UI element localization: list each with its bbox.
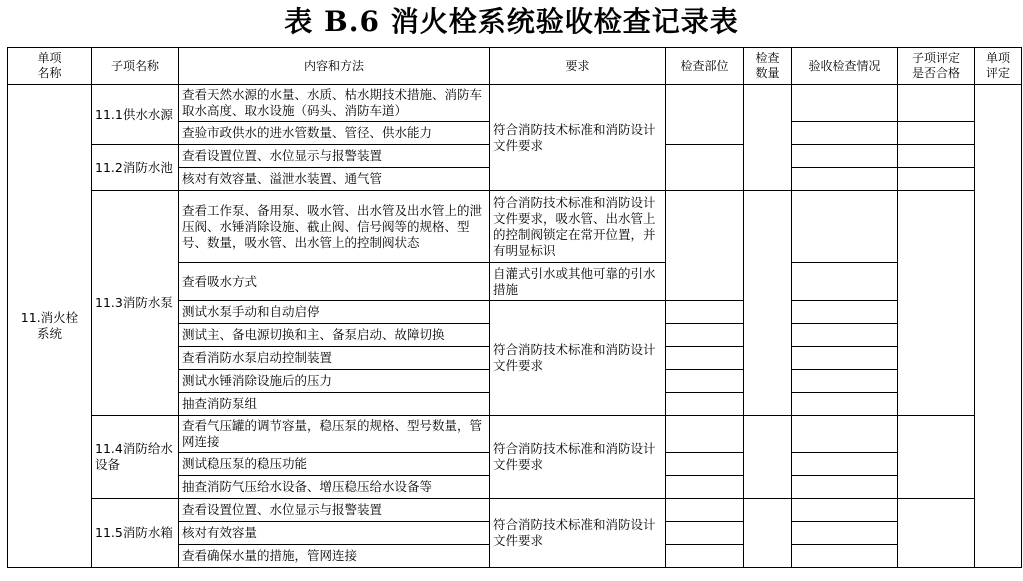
sub-item-cell: 11.2消防水池 <box>92 145 179 191</box>
sub-pass-cell[interactable] <box>898 85 975 122</box>
content-cell: 查看消防水泵启动控制装置 <box>179 347 490 370</box>
location-cell[interactable] <box>666 347 744 370</box>
unit-name-cell: 11.消火栓 系统 <box>8 85 92 568</box>
sub-item-cell: 11.4消防给水设备 <box>92 416 179 499</box>
location-cell[interactable] <box>666 393 744 416</box>
sub-pass-cell[interactable] <box>898 145 975 168</box>
location-cell[interactable] <box>666 545 744 568</box>
location-cell[interactable] <box>666 453 744 476</box>
header-quantity: 检查 数量 <box>744 48 792 85</box>
location-cell[interactable] <box>666 301 744 324</box>
result-cell[interactable] <box>792 85 898 122</box>
sub-item-cell: 11.5消防水箱 <box>92 499 179 568</box>
content-cell: 抽查消防泵组 <box>179 393 490 416</box>
result-cell[interactable] <box>792 347 898 370</box>
quantity-cell[interactable] <box>744 416 792 499</box>
location-cell[interactable] <box>666 85 744 145</box>
requirement-cell: 符合消防技术标准和消防设计文件要求 <box>490 416 666 499</box>
table-row <box>8 191 1022 263</box>
result-cell[interactable] <box>792 122 898 145</box>
result-cell[interactable] <box>792 476 898 499</box>
content-cell: 测试水泵手动和自动启停 <box>179 301 490 324</box>
result-cell[interactable] <box>792 545 898 568</box>
content-cell: 测试稳压泵的稳压功能 <box>179 453 490 476</box>
sub-pass-cell[interactable] <box>898 168 975 191</box>
quantity-cell[interactable] <box>744 191 792 416</box>
location-cell[interactable] <box>666 522 744 545</box>
result-cell[interactable] <box>792 145 898 168</box>
content-cell: 查看设置位置、水位显示与报警装置 <box>179 499 490 522</box>
header-unit-eval: 单项 评定 <box>975 48 1022 85</box>
header-result: 验收检查情况 <box>792 48 898 85</box>
content-cell: 查看吸水方式 <box>179 263 490 301</box>
location-cell[interactable] <box>666 476 744 499</box>
result-cell[interactable] <box>792 168 898 191</box>
result-cell[interactable] <box>792 522 898 545</box>
sub-item-cell: 11.3消防水泵 <box>92 191 179 416</box>
location-cell[interactable] <box>666 191 744 301</box>
quantity-cell[interactable] <box>744 85 792 191</box>
header-content: 内容和方法 <box>179 48 490 85</box>
result-cell[interactable] <box>792 453 898 476</box>
header-sub-pass: 子项评定 是否合格 <box>898 48 975 85</box>
content-cell: 查看确保水量的措施，管网连接 <box>179 545 490 568</box>
header-sub-item: 子项名称 <box>92 48 179 85</box>
location-cell[interactable] <box>666 324 744 347</box>
sub-item-cell: 11.1供水水源 <box>92 85 179 145</box>
table-row <box>8 416 1022 453</box>
sub-pass-cell[interactable] <box>898 416 975 499</box>
result-cell[interactable] <box>792 416 898 453</box>
content-cell: 查看气压罐的调节容量，稳压泵的规格、型号数量，管网连接 <box>179 416 490 453</box>
sub-pass-cell[interactable] <box>898 191 975 416</box>
inspection-table <box>7 47 1022 568</box>
result-cell[interactable] <box>792 370 898 393</box>
location-cell[interactable] <box>666 145 744 191</box>
header-requirement: 要求 <box>490 48 666 85</box>
result-cell[interactable] <box>792 499 898 522</box>
content-cell: 查验市政供水的进水管数量、管径、供水能力 <box>179 122 490 145</box>
content-cell: 测试主、备电源切换和主、备泵启动、故障切换 <box>179 324 490 347</box>
result-cell[interactable] <box>792 324 898 347</box>
requirement-cell: 符合消防技术标准和消防设计文件要求 <box>490 499 666 568</box>
unit-eval-cell[interactable] <box>975 85 1022 568</box>
requirement-cell: 符合消防技术标准和消防设计文件要求，吸水管、出水管上的控制阀锁定在常开位置，并有明显标识 <box>490 191 666 263</box>
table-row <box>8 499 1022 522</box>
header-location: 检查部位 <box>666 48 744 85</box>
header-unit-item: 单项 名称 <box>8 48 92 85</box>
sub-pass-cell[interactable] <box>898 499 975 568</box>
content-cell: 核对有效容量、溢泄水装置、通气管 <box>179 168 490 191</box>
header-row <box>8 48 1022 85</box>
page-title: 表 B.6 消火栓系统验收检查记录表 <box>284 5 739 38</box>
result-cell[interactable] <box>792 301 898 324</box>
requirement-cell: 自灌式引水或其他可靠的引水措施 <box>490 263 666 301</box>
table-row <box>8 85 1022 122</box>
location-cell[interactable] <box>666 416 744 453</box>
content-cell: 查看设置位置、水位显示与报警装置 <box>179 145 490 168</box>
content-cell: 测试水锤消除设施后的压力 <box>179 370 490 393</box>
requirement-cell: 符合消防技术标准和消防设计文件要求 <box>490 301 666 416</box>
location-cell[interactable] <box>666 370 744 393</box>
sub-pass-cell[interactable] <box>898 122 975 145</box>
requirement-cell: 符合消防技术标准和消防设计文件要求 <box>490 85 666 191</box>
quantity-cell[interactable] <box>744 499 792 568</box>
result-cell[interactable] <box>792 393 898 416</box>
content-cell: 核对有效容量 <box>179 522 490 545</box>
result-cell[interactable] <box>792 263 898 301</box>
content-cell: 查看工作泵、备用泵、吸水管、出水管及出水管上的泄压阀、水锤消除设施、截止阀、信号阀等的规格、型号、数量，吸水管、出水管上的控制阀状态 <box>179 191 490 263</box>
location-cell[interactable] <box>666 499 744 522</box>
result-cell[interactable] <box>792 191 898 263</box>
content-cell: 查看天然水源的水量、水质、枯水期技术措施、消防车取水高度、取水设施（码头、消防车道） <box>179 85 490 122</box>
content-cell: 抽查消防气压给水设备、增压稳压给水设备等 <box>179 476 490 499</box>
